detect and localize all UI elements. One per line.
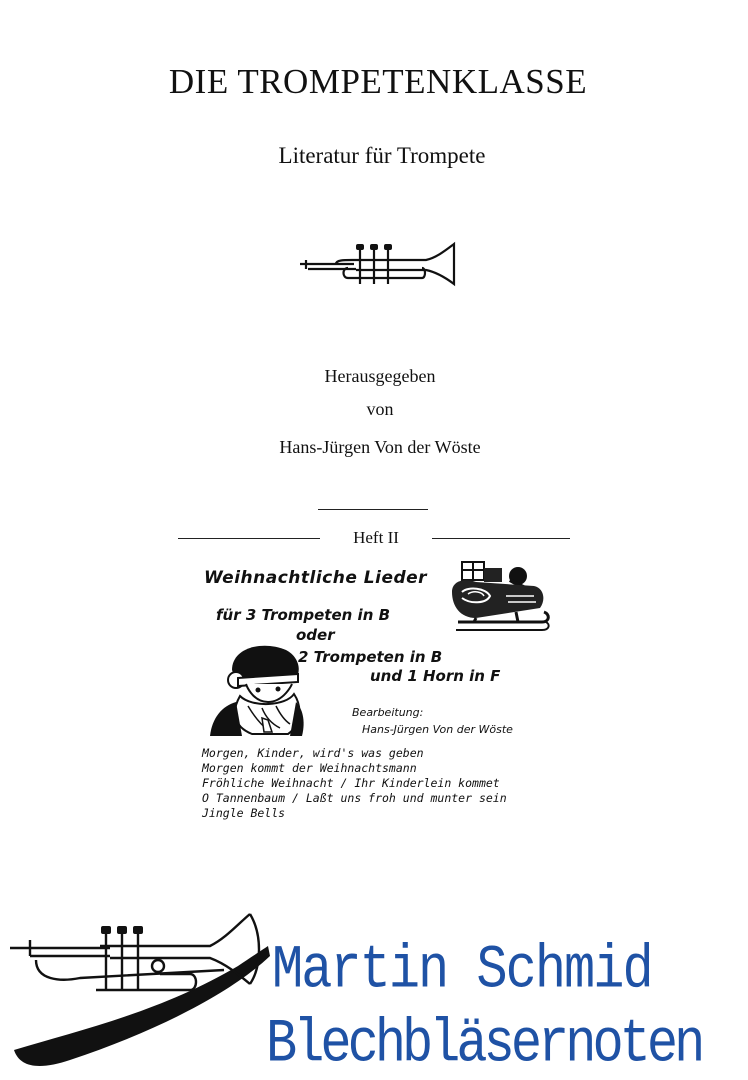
editor-name: Hans-Jürgen Von der Wöste [279,437,481,457]
left-divider [178,538,320,539]
brand-name: Martin Schmid [272,936,652,1006]
instrumentation-line-4: und 1 Horn in F [370,667,501,685]
instrumentation-line-1: für 3 Trompeten in B [216,606,391,624]
short-divider [318,509,428,510]
cover-title: DIE TROMPETENKLASSE [168,62,588,101]
song-item: Jingle Bells [202,806,286,820]
song-list [202,746,507,821]
instrumentation-line-3: 2 Trompeten in B [298,648,443,666]
insert-title: Weihnachtliche Lieder [204,568,428,588]
arranger-name: Hans-Jürgen Von der Wöste [362,723,513,736]
trumpet-icon [296,238,460,294]
song-item: Morgen, Kinder, wird's was geben [202,746,424,760]
von-label: von [366,399,394,419]
cover-subtitle: Literatur für Trompete [278,143,486,168]
publisher-label: Herausgegeben [324,366,436,386]
brand-trumpet-logo [0,900,280,1080]
song-item: Fröhliche Weihnacht / Ihr Kinderlein kommet [202,776,500,790]
issue-label: Heft II [353,528,399,547]
arrangement-label: Bearbeitung: [352,706,424,719]
right-divider [432,538,570,539]
sleigh-illustration [446,556,552,638]
instrumentation-line-2: oder [296,626,335,644]
song-item: Morgen kommt der Weihnachtsmann [202,761,417,775]
santa-illustration [202,640,322,736]
song-item: O Tannenbaum / Laßt uns froh und munter sein [202,791,507,805]
brand-tagline: Blechbläsernoten [266,1010,702,1080]
